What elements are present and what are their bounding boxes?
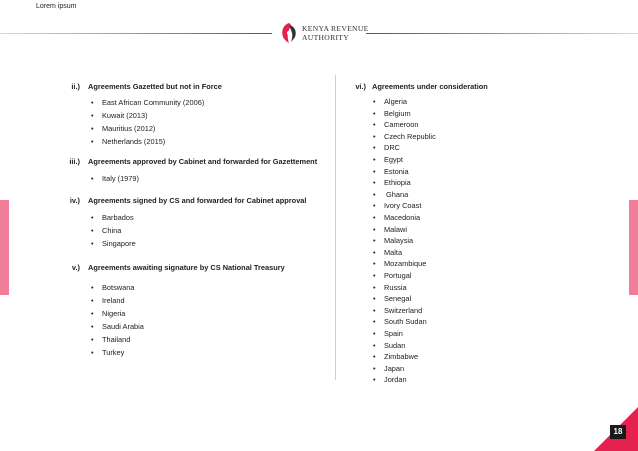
- bullet-icon: •: [91, 174, 94, 183]
- list-item: [91, 124, 155, 133]
- list-item-label: Turkey: [102, 348, 125, 357]
- bullet-icon: •: [373, 120, 376, 130]
- bullet-icon: •: [91, 124, 94, 133]
- list-item-label: Kuwait (2013): [102, 111, 148, 120]
- bullet-icon: •: [373, 108, 376, 118]
- section-number: v.): [71, 263, 80, 272]
- list-item-label: Netherlands (2015): [102, 137, 166, 146]
- list-item: [91, 283, 134, 292]
- header-rule-left: [0, 33, 272, 34]
- list-item-label: Russia: [384, 282, 407, 292]
- list-item-label: Malawi: [384, 224, 407, 234]
- bullet-icon: •: [373, 178, 376, 188]
- section-title: Agreements signed by CS and forwarded for Cabinet approval: [88, 196, 307, 205]
- section-number: ii.): [71, 82, 80, 91]
- side-tab-right: [629, 200, 638, 295]
- section-title: Agreements awaiting signature by CS National Treasury: [88, 263, 285, 272]
- list-item-label: Jordan: [384, 375, 407, 385]
- bullet-icon: •: [373, 352, 376, 362]
- list-item-label: Japan: [384, 363, 405, 373]
- list-item: [91, 309, 125, 318]
- bullet-icon: •: [373, 131, 376, 141]
- list-item-label: Senegal: [384, 294, 412, 304]
- bullet-icon: •: [373, 247, 376, 257]
- list-item-label: Sudan: [384, 340, 406, 350]
- list-item: [373, 306, 422, 315]
- list-item-label: Switzerland: [384, 305, 423, 315]
- list-item-label: Ivory Coast: [384, 201, 422, 211]
- section-number: vi.): [355, 82, 366, 91]
- list-item-label: Malaysia: [384, 236, 414, 246]
- list-item: [91, 335, 130, 344]
- bullet-icon: •: [373, 271, 376, 280]
- bullet-icon: •: [91, 348, 94, 357]
- list-item: [373, 352, 418, 361]
- list-item: [373, 120, 419, 129]
- bullet-icon: •: [91, 335, 94, 344]
- list-item-label: South Sudan: [384, 317, 427, 327]
- bullet-icon: •: [373, 189, 376, 199]
- bullet-icon: •: [373, 236, 376, 246]
- list-item: [91, 174, 139, 183]
- bullet-icon: •: [91, 213, 94, 222]
- logo-line2: AUTHORITY: [302, 33, 349, 42]
- list-item-label: Spain: [384, 329, 403, 338]
- list-item: [91, 226, 121, 235]
- kra-logo: [278, 21, 368, 47]
- list-item: [373, 317, 427, 326]
- bullet-icon: •: [91, 226, 94, 235]
- list-item-label: Macedonia: [384, 213, 421, 222]
- list-item-label: Algeria: [384, 97, 408, 106]
- list-item-label: Egypt: [384, 155, 403, 164]
- list-item: [91, 98, 204, 107]
- list-item-label: Singapore: [102, 239, 136, 248]
- bullet-icon: •: [91, 283, 94, 292]
- list-item-label: China: [102, 226, 122, 235]
- side-tab-left: [0, 200, 9, 295]
- bullet-icon: •: [91, 309, 94, 318]
- logo-line1: KENYA REVENUE: [302, 24, 369, 33]
- list-item: [373, 329, 403, 338]
- list-item: [373, 248, 402, 257]
- bullet-icon: •: [91, 322, 94, 331]
- bullet-icon: •: [373, 294, 376, 304]
- bullet-icon: •: [373, 305, 376, 315]
- list-item: [373, 271, 412, 280]
- list-item-label: Belgium: [384, 108, 411, 118]
- kra-emblem-icon: [278, 21, 300, 45]
- list-item: [373, 225, 407, 234]
- section-title: Agreements under consideration: [372, 82, 488, 91]
- column-divider: [335, 75, 336, 380]
- bullet-icon: •: [91, 239, 94, 248]
- list-item-label: Cameroon: [384, 120, 419, 130]
- list-item: [373, 178, 411, 187]
- list-item: [91, 239, 136, 248]
- page-number: 18: [610, 425, 626, 439]
- list-item: [373, 375, 407, 384]
- bullet-icon: •: [373, 97, 376, 106]
- list-item: [373, 341, 405, 350]
- header-text: Lorem ipsum: [36, 3, 77, 10]
- list-item-label: East African Community (2006): [102, 98, 205, 107]
- bullet-icon: •: [91, 296, 94, 305]
- bullet-icon: •: [373, 259, 376, 269]
- list-item: [373, 167, 409, 176]
- bullet-icon: •: [91, 137, 94, 146]
- list-item-label: Portugal: [384, 271, 412, 280]
- list-item: [373, 143, 400, 152]
- list-item: [373, 364, 404, 373]
- list-item: [91, 111, 148, 120]
- list-item-label: Mozambique: [384, 259, 427, 269]
- bullet-icon: •: [373, 375, 376, 385]
- list-item: [373, 97, 407, 106]
- list-item-label: DRC: [384, 143, 401, 153]
- list-item: [91, 296, 125, 305]
- list-item-label: Ireland: [102, 296, 125, 305]
- list-item-label: Nigeria: [102, 309, 126, 318]
- list-item: [373, 213, 420, 222]
- list-item-label: Saudi Arabia: [102, 322, 144, 331]
- list-item: [373, 236, 413, 245]
- header-rule-right: [366, 33, 638, 34]
- list-item: [373, 155, 403, 164]
- bullet-icon: •: [373, 317, 376, 327]
- list-item: [91, 322, 144, 331]
- list-item-label: Zimbabwe: [384, 352, 419, 362]
- list-item: [373, 132, 436, 141]
- list-item: [91, 213, 134, 222]
- bullet-icon: •: [373, 224, 376, 234]
- bullet-icon: •: [373, 201, 376, 211]
- list-item: [373, 190, 408, 199]
- list-item-label: Mauritius (2012): [102, 124, 156, 133]
- list-item: [373, 294, 411, 303]
- list-item: [373, 259, 426, 268]
- list-item: [373, 201, 421, 210]
- bullet-icon: •: [373, 155, 376, 164]
- section-title: Agreements Gazetted but not in Force: [88, 82, 222, 91]
- list-item: [373, 283, 407, 292]
- list-item: [91, 137, 165, 146]
- bullet-icon: •: [373, 166, 376, 176]
- bullet-icon: •: [373, 340, 376, 350]
- list-item-label: Barbados: [102, 213, 134, 222]
- bullet-icon: •: [91, 98, 94, 107]
- section-title: Agreements approved by Cabinet and forwarded for Gazettement: [88, 157, 318, 166]
- list-item-label: Malta: [384, 247, 403, 257]
- list-item-label: Czech Republic: [384, 131, 436, 141]
- list-item-label: Estonia: [384, 166, 409, 176]
- bullet-icon: •: [373, 329, 376, 338]
- section-number: iv.): [69, 196, 80, 205]
- bullet-icon: •: [373, 282, 376, 292]
- bullet-icon: •: [91, 111, 94, 120]
- list-item: [373, 109, 411, 118]
- bullet-icon: •: [373, 213, 376, 222]
- bullet-icon: •: [373, 363, 376, 373]
- bullet-icon: •: [373, 143, 376, 153]
- list-item-label: Botswana: [102, 283, 135, 292]
- list-item: [91, 348, 124, 357]
- list-item-label: Ethiopia: [384, 178, 411, 188]
- list-item-label: Ghana: [384, 189, 409, 199]
- section-number: iii.): [69, 157, 80, 166]
- list-item-label: Thailand: [102, 335, 131, 344]
- list-item-label: Italy (1979): [102, 174, 139, 183]
